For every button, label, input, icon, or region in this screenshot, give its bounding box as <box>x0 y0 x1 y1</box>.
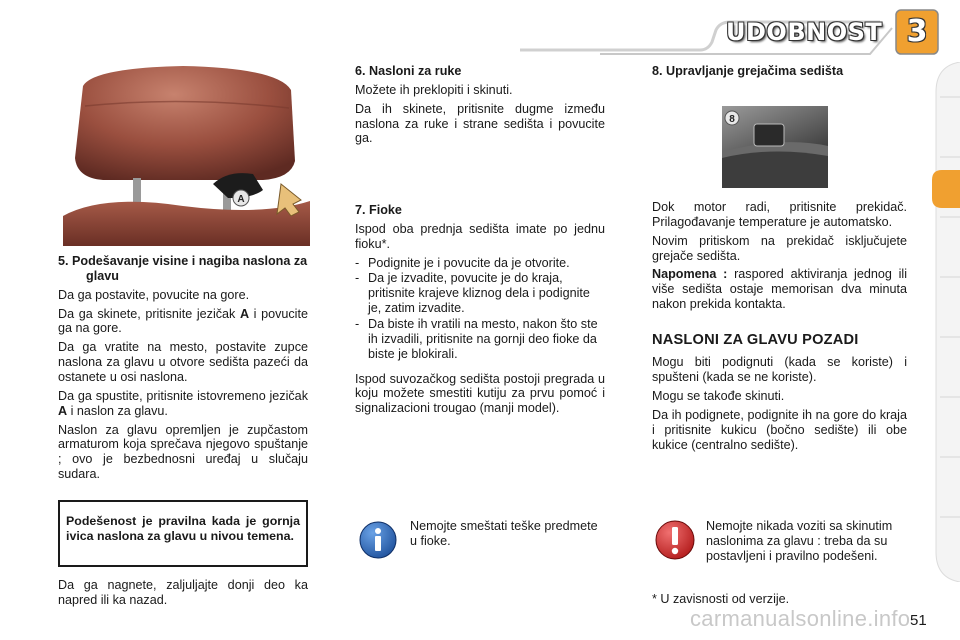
warning-note <box>706 519 908 568</box>
section8-p2: Novim pritiskom na prekidač isključujete grejače sedišta. <box>652 233 907 263</box>
section6-title: 6. Nasloni za ruke <box>355 64 462 78</box>
rear-p3: Da ih podignete, podignite ih na gore do kraja i pritisnite kukicu (bočno sedište) ili obe kukice (centralno sedište). <box>652 407 907 452</box>
chapter-title: UDOBNOST <box>726 18 883 46</box>
list-item: - Da je izvadite, povucite je do kraja, pritisnite krajeve kliznog dela i podignite je, zatim izvadite. <box>355 271 590 316</box>
info-note <box>410 519 606 553</box>
column-middle <box>355 203 605 420</box>
side-tabs <box>930 62 960 582</box>
rear-headrests-title: NASLONI ZA GLAVU POZADI <box>652 332 859 349</box>
photo-label-8: 8 <box>729 114 735 125</box>
column-right <box>652 200 907 456</box>
info-note-text: Nemojte smeštati teške predmete u fioke. <box>410 519 598 548</box>
rear-p2: Mogu se takođe skinuti. <box>652 388 785 403</box>
photo-label-a: A <box>237 194 245 205</box>
section5-p3: Da ga vratite na mesto, postavite zupce naslona za glavu u otvore sedišta pazeći da ostanete u osi naslona. <box>58 340 308 385</box>
headrest-photo <box>63 66 310 246</box>
watermark: carmanualsonline.info <box>690 606 911 631</box>
section6-p1: Možete ih preklopiti i skinuti. <box>355 82 513 97</box>
footnote-text: * U zavisnosti od verzije. <box>652 592 790 606</box>
seat-heater-switch-photo <box>722 106 828 188</box>
warning-icon <box>654 519 696 561</box>
list-item: - Podignite je i povucite da je otvorite. <box>355 255 570 270</box>
active-chapter-tab <box>932 170 960 208</box>
section5-p4: Da ga spustite, pritisnite istovremeno jezičak A i naslon za glavu. <box>58 388 308 418</box>
section5-p6: Da ga nagnete, zaljuljajte donji deo ka napred ili ka nazad. <box>58 578 308 607</box>
column-right-top <box>652 64 907 83</box>
section8-p1: Dok motor radi, pritisnite prekidač. Prilagođavanje temperature je automatsko. <box>652 200 907 229</box>
page-number: 51 <box>910 612 927 629</box>
section5-title: 5. Podešavanje visine i nagiba naslona za glavu <box>58 254 308 283</box>
section5-p1: Da ga postavite, povucite na gore. <box>58 287 250 302</box>
chapter-number: 3 <box>906 14 928 49</box>
section5-p2: Da ga skinete, pritisnite jezičak A i povucite ga na gore. <box>58 306 308 336</box>
column-left-bottom <box>58 578 308 612</box>
section6-p2: Da ih skinete, pritisnite dugme između naslona za ruke i strane sedišta i povucite ga. <box>355 101 605 146</box>
section7-p1: Ispod oba prednja sedišta imate po jednu fioku*. <box>355 221 605 251</box>
section8-note: Napomena : raspored aktiviranja jednog ili više sedišta ostaje memorisan dva minuta nakon prekida kontakta. <box>652 267 908 312</box>
warning-note-text: Nemojte nikada voziti sa skinutim naslonima za glavu : treba da su postavljeni i pravilno podešeni. <box>706 519 893 563</box>
info-icon <box>358 520 398 560</box>
rear-p1: Mogu biti podignuti (kada se koriste) i spušteni (kada se ne koriste). <box>652 355 907 385</box>
adjustment-notice-box: Podešenost je pravilna kada je gornja ivica naslona za glavu u nivou temena. <box>58 500 308 567</box>
section5-p5: Naslon za glavu opremljen je zupčastom armaturom koja sprečava njegovo spuštanje ; ovo je bezbednosni uređaj u slučaju sudara. <box>58 422 308 482</box>
list-item: - Da biste ih vratili na mesto, nakon što ste ih izvadili, pritisnite na gornji deo fioke da biste je blokirali. <box>355 317 598 361</box>
section7-bullets <box>355 256 605 362</box>
section7-p2: Ispod suvozačkog sedišta postoji pregrada u koju možete smestiti kutiju za prvu pomoć i signalizacioni trougao (manji model). <box>355 371 605 416</box>
section7-title: 7. Fioke <box>355 203 402 217</box>
section8-title: 8. Upravljanje grejačima sedišta <box>652 64 844 78</box>
column-middle-top <box>355 64 605 150</box>
column-left <box>58 254 308 486</box>
